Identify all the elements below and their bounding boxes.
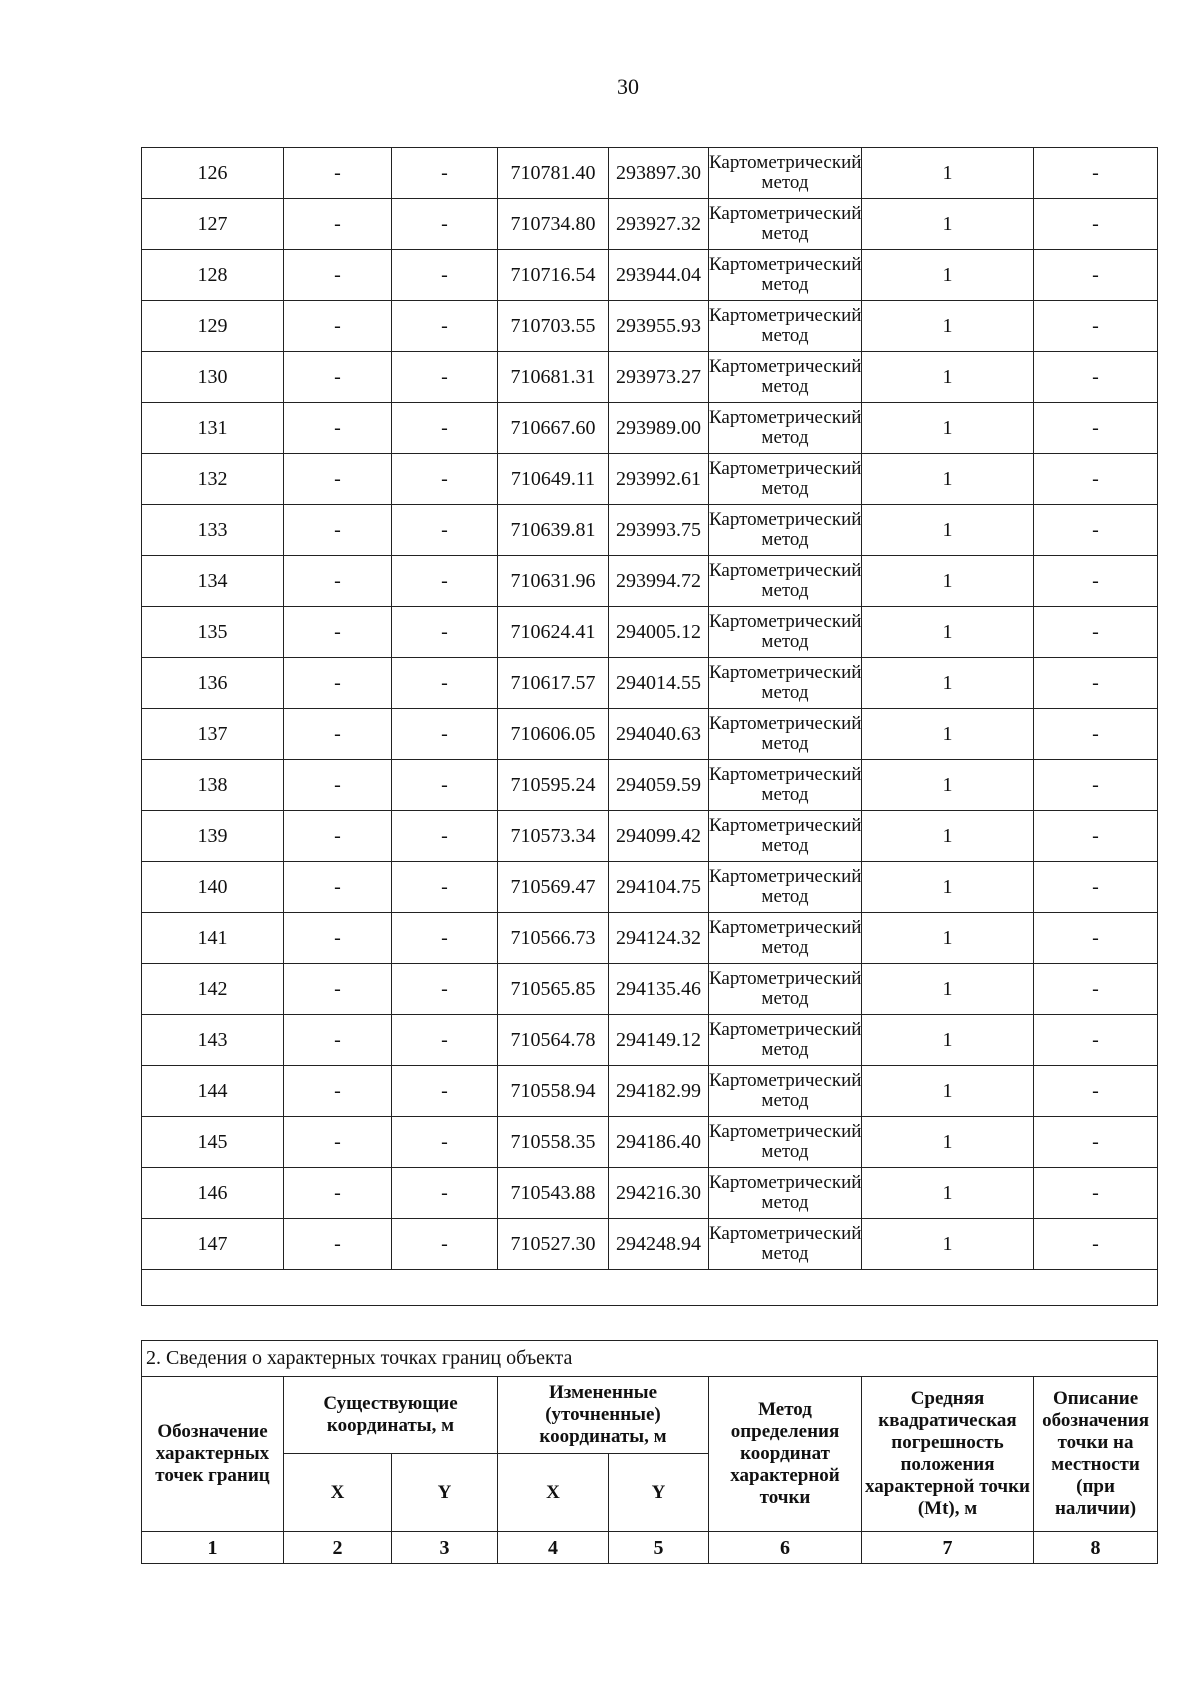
description-cell: - <box>1034 1066 1158 1117</box>
table-row <box>142 1117 1158 1168</box>
method-cell: Картометрический метод <box>709 1066 862 1117</box>
table-row <box>142 811 1158 862</box>
description-cell: - <box>1034 811 1158 862</box>
changed-x-cell: 710565.85 <box>498 964 609 1015</box>
table-row <box>142 1219 1158 1270</box>
description-cell: - <box>1034 199 1158 250</box>
changed-y-cell: 294135.46 <box>609 964 709 1015</box>
point-number-cell: 145 <box>142 1117 284 1168</box>
existing-y-cell: - <box>392 913 498 964</box>
changed-x-cell: 710781.40 <box>498 148 609 199</box>
changed-x-cell: 710639.81 <box>498 505 609 556</box>
mean-error-cell: 1 <box>862 913 1034 964</box>
table-row <box>142 148 1158 199</box>
mean-error-cell: 1 <box>862 352 1034 403</box>
description-cell: - <box>1034 403 1158 454</box>
changed-x-cell: 710595.24 <box>498 760 609 811</box>
existing-y-cell: - <box>392 658 498 709</box>
changed-x-cell: 710564.78 <box>498 1015 609 1066</box>
mean-error-cell: 1 <box>862 1168 1034 1219</box>
existing-x-cell: - <box>284 1117 392 1168</box>
mean-error-cell: 1 <box>862 1066 1034 1117</box>
existing-x-cell: - <box>284 760 392 811</box>
existing-y-cell: - <box>392 199 498 250</box>
mean-error-cell: 1 <box>862 556 1034 607</box>
table-row <box>142 658 1158 709</box>
changed-y-cell: 294059.59 <box>609 760 709 811</box>
table-row <box>142 913 1158 964</box>
description-cell: - <box>1034 658 1158 709</box>
changed-x-cell: 710527.30 <box>498 1219 609 1270</box>
description-cell: - <box>1034 607 1158 658</box>
column-number: 4 <box>498 1532 609 1564</box>
existing-x-cell: - <box>284 403 392 454</box>
point-number-cell: 144 <box>142 1066 284 1117</box>
table-row <box>142 709 1158 760</box>
method-cell: Картометрический метод <box>709 607 862 658</box>
column-number: 6 <box>709 1532 862 1564</box>
changed-y-cell: 294099.42 <box>609 811 709 862</box>
description-cell: - <box>1034 352 1158 403</box>
changed-y-cell: 294186.40 <box>609 1117 709 1168</box>
method-cell: Картометрический метод <box>709 913 862 964</box>
point-number-cell: 146 <box>142 1168 284 1219</box>
changed-x-cell: 710649.11 <box>498 454 609 505</box>
method-cell: Картометрический метод <box>709 454 862 505</box>
existing-x-cell: - <box>284 658 392 709</box>
existing-y-cell: - <box>392 250 498 301</box>
mean-error-cell: 1 <box>862 658 1034 709</box>
header-description: Описание обозначения точки на местности (при наличии) <box>1034 1377 1158 1532</box>
existing-y-cell: - <box>392 607 498 658</box>
method-cell: Картометрический метод <box>709 1117 862 1168</box>
method-cell: Картометрический метод <box>709 1219 862 1270</box>
column-number: 5 <box>609 1532 709 1564</box>
description-cell: - <box>1034 964 1158 1015</box>
description-cell: - <box>1034 505 1158 556</box>
point-number-cell: 129 <box>142 301 284 352</box>
changed-x-cell: 710566.73 <box>498 913 609 964</box>
mean-error-cell: 1 <box>862 811 1034 862</box>
header-changed-y: Y <box>609 1454 709 1532</box>
table-row <box>142 964 1158 1015</box>
coordinates-table <box>141 147 1158 1306</box>
changed-y-cell: 293927.32 <box>609 199 709 250</box>
existing-x-cell: - <box>284 1219 392 1270</box>
point-number-cell: 140 <box>142 862 284 913</box>
existing-y-cell: - <box>392 1015 498 1066</box>
header-existing-coords: Существующие координаты, м <box>284 1377 498 1454</box>
changed-x-cell: 710734.80 <box>498 199 609 250</box>
mean-error-cell: 1 <box>862 964 1034 1015</box>
mean-error-cell: 1 <box>862 454 1034 505</box>
existing-x-cell: - <box>284 301 392 352</box>
existing-y-cell: - <box>392 1168 498 1219</box>
boundary-points-info-table <box>141 1340 1158 1564</box>
changed-y-cell: 293897.30 <box>609 148 709 199</box>
column-number: 1 <box>142 1532 284 1564</box>
existing-y-cell: - <box>392 1219 498 1270</box>
method-cell: Картометрический метод <box>709 862 862 913</box>
changed-x-cell: 710631.96 <box>498 556 609 607</box>
description-cell: - <box>1034 913 1158 964</box>
existing-x-cell: - <box>284 913 392 964</box>
existing-x-cell: - <box>284 505 392 556</box>
point-number-cell: 130 <box>142 352 284 403</box>
point-number-cell: 138 <box>142 760 284 811</box>
table-row <box>142 1015 1158 1066</box>
existing-x-cell: - <box>284 148 392 199</box>
method-cell: Картометрический метод <box>709 1168 862 1219</box>
existing-y-cell: - <box>392 760 498 811</box>
existing-x-cell: - <box>284 964 392 1015</box>
changed-y-cell: 294216.30 <box>609 1168 709 1219</box>
existing-y-cell: - <box>392 862 498 913</box>
existing-x-cell: - <box>284 556 392 607</box>
changed-y-cell: 294040.63 <box>609 709 709 760</box>
point-number-cell: 126 <box>142 148 284 199</box>
table-row <box>142 301 1158 352</box>
changed-x-cell: 710558.35 <box>498 1117 609 1168</box>
point-number-cell: 134 <box>142 556 284 607</box>
table-row <box>142 760 1158 811</box>
method-cell: Картометрический метод <box>709 199 862 250</box>
mean-error-cell: 1 <box>862 1219 1034 1270</box>
mean-error-cell: 1 <box>862 607 1034 658</box>
empty-table-row <box>142 1270 1158 1306</box>
existing-x-cell: - <box>284 811 392 862</box>
existing-x-cell: - <box>284 352 392 403</box>
existing-x-cell: - <box>284 1168 392 1219</box>
header-changed-coords: Измененные (уточненные) координаты, м <box>498 1377 709 1454</box>
changed-y-cell: 294149.12 <box>609 1015 709 1066</box>
table-row <box>142 1066 1158 1117</box>
existing-y-cell: - <box>392 505 498 556</box>
page-number: 30 <box>617 74 639 99</box>
changed-x-cell: 710703.55 <box>498 301 609 352</box>
column-number: 3 <box>392 1532 498 1564</box>
changed-x-cell: 710716.54 <box>498 250 609 301</box>
mean-error-cell: 1 <box>862 760 1034 811</box>
column-number: 2 <box>284 1532 392 1564</box>
header-existing-x: X <box>284 1454 392 1532</box>
existing-x-cell: - <box>284 862 392 913</box>
mean-error-cell: 1 <box>862 709 1034 760</box>
mean-error-cell: 1 <box>862 148 1034 199</box>
mean-error-cell: 1 <box>862 403 1034 454</box>
existing-y-cell: - <box>392 964 498 1015</box>
existing-x-cell: - <box>284 250 392 301</box>
method-cell: Картометрический метод <box>709 760 862 811</box>
existing-y-cell: - <box>392 811 498 862</box>
description-cell: - <box>1034 250 1158 301</box>
existing-x-cell: - <box>284 454 392 505</box>
method-cell: Картометрический метод <box>709 1015 862 1066</box>
changed-y-cell: 293992.61 <box>609 454 709 505</box>
table-row <box>142 556 1158 607</box>
method-cell: Картометрический метод <box>709 403 862 454</box>
changed-y-cell: 294248.94 <box>609 1219 709 1270</box>
header-mean-error: Средняя квадратическая погрешность положения характерной точки (Mt), м <box>862 1377 1034 1532</box>
description-cell: - <box>1034 1117 1158 1168</box>
table-row <box>142 862 1158 913</box>
description-cell: - <box>1034 709 1158 760</box>
mean-error-cell: 1 <box>862 862 1034 913</box>
existing-y-cell: - <box>392 148 498 199</box>
changed-y-cell: 294014.55 <box>609 658 709 709</box>
column-number: 8 <box>1034 1532 1158 1564</box>
header-method: Метод определения координат характерной точки <box>709 1377 862 1532</box>
point-number-cell: 136 <box>142 658 284 709</box>
changed-y-cell: 293944.04 <box>609 250 709 301</box>
point-number-cell: 128 <box>142 250 284 301</box>
existing-x-cell: - <box>284 1015 392 1066</box>
point-number-cell: 127 <box>142 199 284 250</box>
changed-x-cell: 710543.88 <box>498 1168 609 1219</box>
existing-y-cell: - <box>392 1066 498 1117</box>
existing-y-cell: - <box>392 454 498 505</box>
table-row <box>142 454 1158 505</box>
table-row <box>142 352 1158 403</box>
mean-error-cell: 1 <box>862 301 1034 352</box>
mean-error-cell: 1 <box>862 250 1034 301</box>
changed-y-cell: 294182.99 <box>609 1066 709 1117</box>
point-number-cell: 139 <box>142 811 284 862</box>
mean-error-cell: 1 <box>862 505 1034 556</box>
point-number-cell: 133 <box>142 505 284 556</box>
point-number-cell: 141 <box>142 913 284 964</box>
table-row <box>142 199 1158 250</box>
existing-x-cell: - <box>284 607 392 658</box>
changed-x-cell: 710624.41 <box>498 607 609 658</box>
table-row <box>142 1168 1158 1219</box>
mean-error-cell: 1 <box>862 1015 1034 1066</box>
table-row <box>142 403 1158 454</box>
description-cell: - <box>1034 760 1158 811</box>
header-existing-y: Y <box>392 1454 498 1532</box>
method-cell: Картометрический метод <box>709 964 862 1015</box>
point-number-cell: 135 <box>142 607 284 658</box>
method-cell: Картометрический метод <box>709 709 862 760</box>
description-cell: - <box>1034 1015 1158 1066</box>
method-cell: Картометрический метод <box>709 352 862 403</box>
point-number-cell: 132 <box>142 454 284 505</box>
point-number-cell: 147 <box>142 1219 284 1270</box>
existing-y-cell: - <box>392 709 498 760</box>
header-changed-x: X <box>498 1454 609 1532</box>
empty-cell <box>142 1270 1158 1306</box>
method-cell: Картометрический метод <box>709 250 862 301</box>
method-cell: Картометрический метод <box>709 148 862 199</box>
point-number-cell: 137 <box>142 709 284 760</box>
description-cell: - <box>1034 556 1158 607</box>
changed-y-cell: 293994.72 <box>609 556 709 607</box>
table-row <box>142 607 1158 658</box>
method-cell: Картометрический метод <box>709 556 862 607</box>
changed-x-cell: 710569.47 <box>498 862 609 913</box>
point-number-cell: 143 <box>142 1015 284 1066</box>
method-cell: Картометрический метод <box>709 811 862 862</box>
changed-x-cell: 710573.34 <box>498 811 609 862</box>
point-number-cell: 131 <box>142 403 284 454</box>
existing-y-cell: - <box>392 556 498 607</box>
method-cell: Картометрический метод <box>709 658 862 709</box>
column-number: 7 <box>862 1532 1034 1564</box>
changed-y-cell: 293955.93 <box>609 301 709 352</box>
changed-y-cell: 293973.27 <box>609 352 709 403</box>
header-point-designation: Обозначение характерных точек границ <box>142 1377 284 1532</box>
mean-error-cell: 1 <box>862 1117 1034 1168</box>
description-cell: - <box>1034 862 1158 913</box>
existing-x-cell: - <box>284 1066 392 1117</box>
changed-x-cell: 710617.57 <box>498 658 609 709</box>
table-row <box>142 505 1158 556</box>
existing-y-cell: - <box>392 1117 498 1168</box>
changed-x-cell: 710606.05 <box>498 709 609 760</box>
table-row <box>142 250 1158 301</box>
changed-y-cell: 294005.12 <box>609 607 709 658</box>
existing-y-cell: - <box>392 403 498 454</box>
description-cell: - <box>1034 454 1158 505</box>
existing-y-cell: - <box>392 352 498 403</box>
changed-y-cell: 293993.75 <box>609 505 709 556</box>
method-cell: Картометрический метод <box>709 505 862 556</box>
mean-error-cell: 1 <box>862 199 1034 250</box>
changed-x-cell: 710667.60 <box>498 403 609 454</box>
changed-x-cell: 710558.94 <box>498 1066 609 1117</box>
description-cell: - <box>1034 1168 1158 1219</box>
description-cell: - <box>1034 301 1158 352</box>
changed-y-cell: 294124.32 <box>609 913 709 964</box>
existing-x-cell: - <box>284 199 392 250</box>
coordinates-table-body <box>142 148 1158 1306</box>
section-title: 2. Сведения о характерных точках границ объекта <box>142 1341 1158 1377</box>
changed-y-cell: 294104.75 <box>609 862 709 913</box>
changed-x-cell: 710681.31 <box>498 352 609 403</box>
existing-y-cell: - <box>392 301 498 352</box>
changed-y-cell: 293989.00 <box>609 403 709 454</box>
existing-x-cell: - <box>284 709 392 760</box>
description-cell: - <box>1034 148 1158 199</box>
method-cell: Картометрический метод <box>709 301 862 352</box>
point-number-cell: 142 <box>142 964 284 1015</box>
description-cell: - <box>1034 1219 1158 1270</box>
